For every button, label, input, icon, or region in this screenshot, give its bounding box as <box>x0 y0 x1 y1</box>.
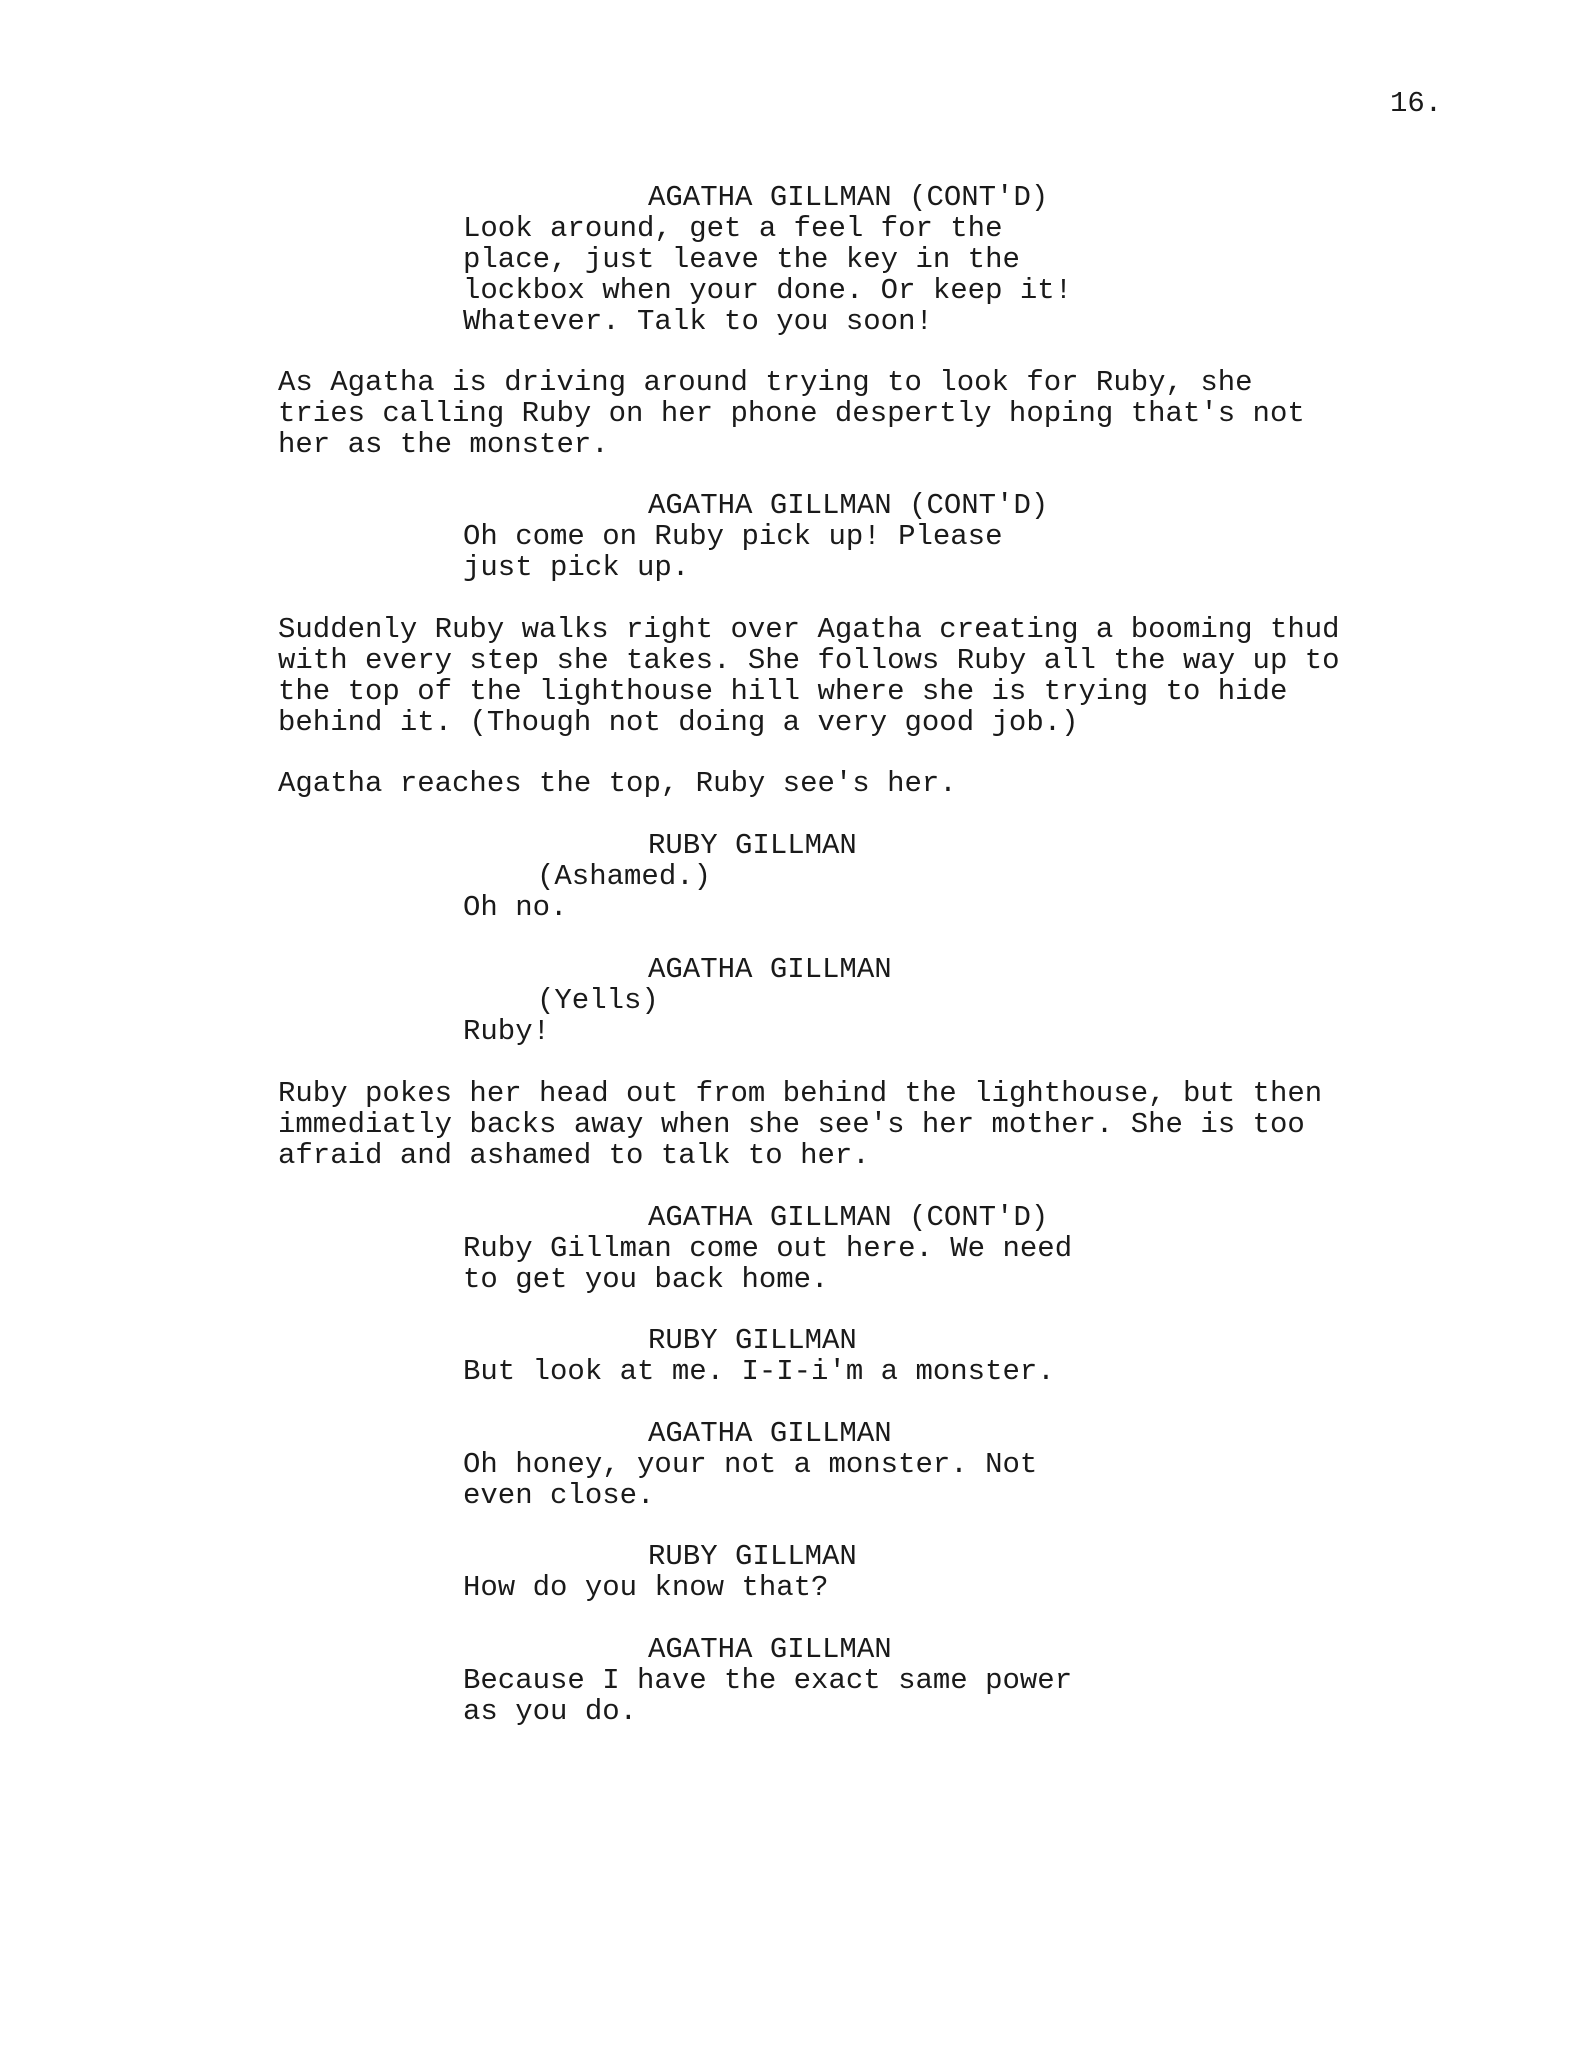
action-line: As Agatha is driving around trying to look for Ruby, she tries calling Ruby on her phone despertly hoping that's not her as the monster. <box>278 366 1305 461</box>
dialogue: But look at me. I-I-i'm a monster. <box>463 1355 1055 1388</box>
character-cue: AGATHA GILLMAN (CONT'D) <box>648 181 1049 214</box>
action-line: Agatha reaches the top, Ruby see's her. <box>278 767 957 800</box>
dialogue: Ruby Gillman come out here. We need to get you back home. <box>463 1232 1073 1296</box>
character-cue: AGATHA GILLMAN (CONT'D) <box>648 489 1049 522</box>
dialogue: How do you know that? <box>463 1571 829 1604</box>
character-cue: AGATHA GILLMAN <box>648 953 892 986</box>
parenthetical: (Ashamed.) <box>537 860 712 893</box>
dialogue: Because I have the exact same power as you do. <box>463 1664 1073 1728</box>
character-cue: AGATHA GILLMAN (CONT'D) <box>648 1201 1049 1234</box>
dialogue: Oh come on Ruby pick up! Please just pick up. <box>463 520 1003 584</box>
character-cue: RUBY GILLMAN <box>648 1540 857 1573</box>
character-cue: RUBY GILLMAN <box>648 829 857 862</box>
action-line: Suddenly Ruby walks right over Agatha creating a booming thud with every step she takes. She follows Ruby all the way up to the top of the lighthouse hill where she is trying to hide behind it. (Though not doing a very good job.) <box>278 613 1340 739</box>
character-cue: AGATHA GILLMAN <box>648 1417 892 1450</box>
dialogue: Look around, get a feel for the place, just leave the key in the lockbox when your done. Or keep it! Whatever. Talk to you soon! <box>463 212 1073 338</box>
page-number: 16. <box>1390 87 1443 120</box>
character-cue: RUBY GILLMAN <box>648 1324 857 1357</box>
dialogue: Ruby! <box>463 1015 551 1048</box>
parenthetical: (Yells) <box>537 984 659 1017</box>
action-line: Ruby pokes her head out from behind the lighthouse, but then immediatly backs away when she see's her mother. She is too afraid and ashamed to talk to her. <box>278 1077 1323 1172</box>
dialogue: Oh no. <box>463 891 568 924</box>
character-cue: AGATHA GILLMAN <box>648 1633 892 1666</box>
dialogue: Oh honey, your not a monster. Not even close. <box>463 1448 1038 1512</box>
